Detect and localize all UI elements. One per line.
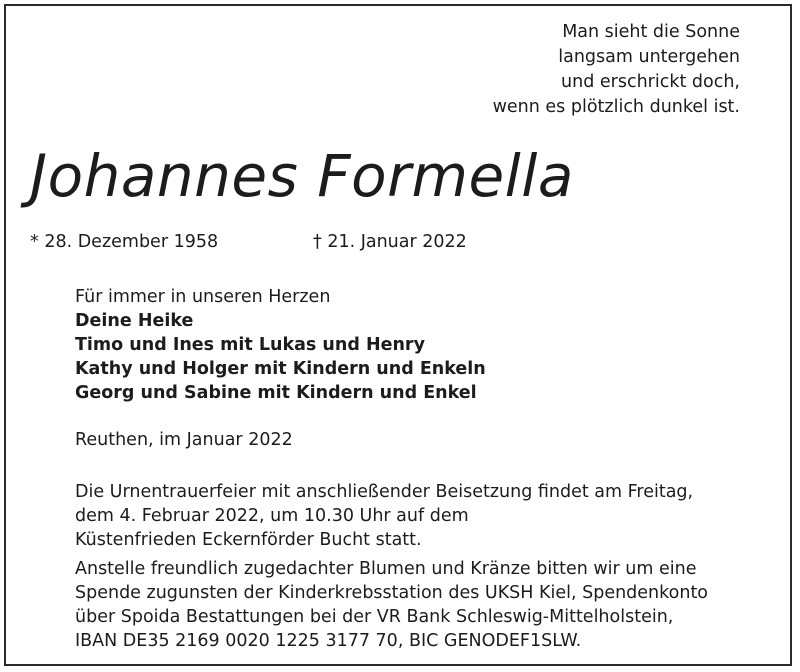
ceremony-line: Die Urnentrauerfeier mit anschließender Beisetzung findet am Freitag, — [75, 482, 694, 502]
deceased-name: Johannes Formella — [30, 142, 574, 210]
donation-line: Anstelle freundlich zugedachter Blumen und Kränze bitten wir um eine — [75, 559, 697, 579]
ceremony-line: Küstenfrieden Eckernförder Bucht statt. — [75, 530, 422, 550]
place-date: Reuthen, im Januar 2022 — [75, 430, 293, 450]
mourner-line: Kathy und Holger mit Kindern und Enkeln — [75, 359, 486, 379]
mourners-block — [75, 285, 486, 405]
mourners-intro: Für immer in unseren Herzen — [75, 287, 331, 307]
donation-line: IBAN DE35 2169 0020 1225 3177 70, BIC GENODEF1SLW. — [75, 631, 582, 651]
ceremony-info — [75, 480, 693, 552]
ceremony-line: dem 4. Februar 2022, um 10.30 Uhr auf dem — [75, 506, 469, 526]
poem-line: langsam untergehen — [558, 47, 740, 67]
mourner-line: Timo und Ines mit Lukas und Henry — [75, 335, 425, 355]
poem-line: wenn es plötzlich dunkel ist. — [492, 97, 740, 117]
donation-line: Spende zugunsten der Kinderkrebsstation des UKSH Kiel, Spendenkonto — [75, 583, 709, 603]
poem-line: und erschrickt doch, — [561, 72, 740, 92]
poem — [493, 20, 740, 120]
donation-line: über Spoida Bestattungen bei der VR Bank Schleswig-Mittelholstein, — [75, 607, 674, 627]
birth-date: * 28. Dezember 1958 — [30, 232, 219, 252]
donation-info — [75, 557, 708, 653]
mourner-line: Deine Heike — [75, 311, 194, 331]
mourner-line: Georg und Sabine mit Kindern und Enkel — [75, 383, 477, 403]
poem-line: Man sieht die Sonne — [562, 22, 740, 42]
death-date: † 21. Januar 2022 — [313, 232, 467, 252]
